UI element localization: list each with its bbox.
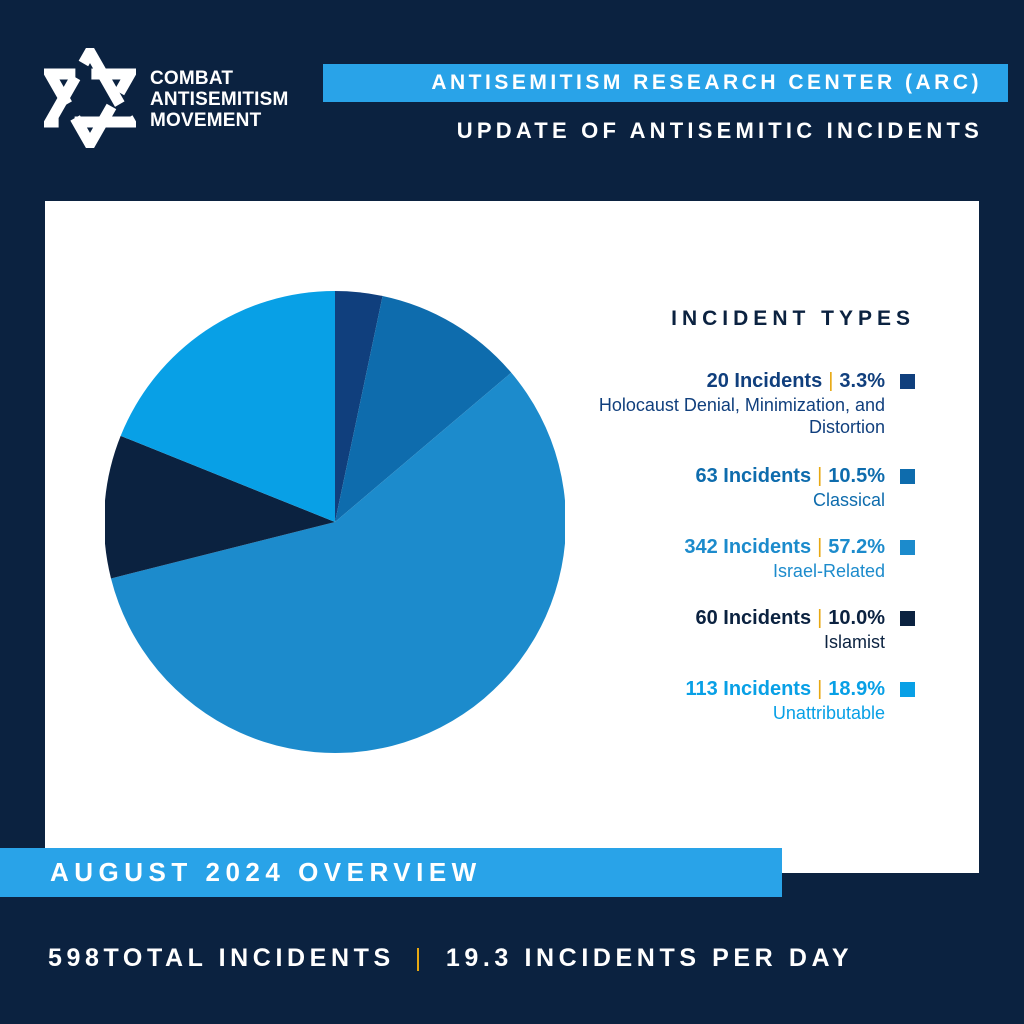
legend-percent: 10.5%	[828, 465, 885, 487]
logo-line-3: MOVEMENT	[150, 110, 262, 131]
legend-swatch	[900, 469, 915, 484]
legend-head	[535, 463, 885, 489]
legend-separator: |	[817, 607, 823, 629]
arc-banner: ANTISEMITISM RESEARCH CENTER (ARC)	[323, 64, 1008, 102]
legend-count: 60 Incidents	[695, 607, 812, 629]
legend-percent: 3.3%	[839, 370, 885, 392]
page-subtitle: UPDATE OF ANTISEMITIC INCIDENTS	[456, 118, 983, 143]
incidents-per-day: 19.3 INCIDENTS PER DAY	[445, 944, 854, 972]
legend-percent: 10.0%	[828, 607, 885, 629]
legend-item-israel-related	[535, 534, 915, 605]
total-incidents: 598TOTAL INCIDENTS	[48, 944, 395, 972]
legend-percent: 57.2%	[828, 536, 885, 558]
legend	[535, 368, 915, 747]
legend-separator: |	[828, 370, 834, 392]
legend-label: Holocaust Denial, Minimization, and Distortion	[598, 395, 885, 437]
legend-count: 342 Incidents	[684, 536, 812, 558]
legend-swatch	[900, 540, 915, 555]
legend-percent: 18.9%	[828, 678, 885, 700]
legend-separator: |	[817, 465, 823, 487]
legend-head	[535, 368, 885, 394]
legend-item-unattributable	[535, 676, 915, 747]
legend-separator: |	[817, 536, 823, 558]
legend-item-holocaust-denial	[535, 368, 915, 463]
logo-line-1: COMBAT	[150, 68, 234, 89]
stats-separator: |	[414, 944, 426, 972]
legend-item-classical	[535, 463, 915, 534]
legend-item-islamist	[535, 605, 915, 676]
overview-title: AUGUST 2024 OVERVIEW	[50, 857, 482, 887]
legend-separator: |	[817, 678, 823, 700]
legend-label: Islamist	[823, 632, 885, 652]
legend-count: 20 Incidents	[706, 370, 823, 392]
legend-title: INCIDENT TYPES	[671, 307, 915, 330]
logo-wordmark	[150, 68, 289, 131]
logo	[44, 48, 294, 148]
legend-swatch	[900, 682, 915, 697]
chart-card	[45, 201, 979, 873]
logo-star-icon	[44, 48, 136, 148]
legend-swatch	[900, 374, 915, 389]
legend-swatch	[900, 611, 915, 626]
pie-chart	[105, 281, 565, 761]
stats-line	[48, 940, 988, 976]
legend-head	[535, 534, 885, 560]
legend-label: Classical	[812, 490, 885, 510]
legend-label: Unattributable	[772, 703, 885, 723]
legend-count: 63 Incidents	[695, 465, 812, 487]
logo-line-2: ANTISEMITISM	[150, 89, 289, 110]
legend-label: Israel-Related	[772, 561, 885, 581]
legend-count: 113 Incidents	[685, 678, 812, 700]
legend-head	[535, 676, 885, 702]
legend-head	[535, 605, 885, 631]
